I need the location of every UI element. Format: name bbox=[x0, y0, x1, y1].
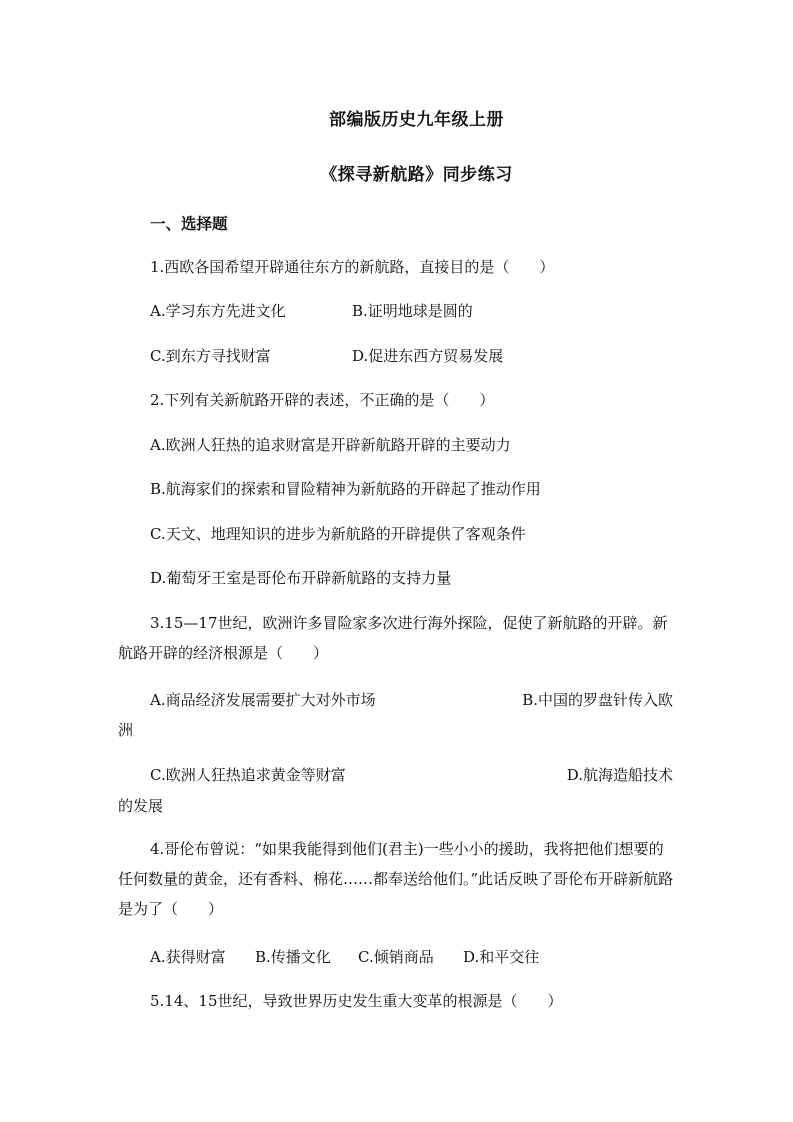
question-1-option-c: C.到东方寻找财富 bbox=[150, 347, 271, 365]
question-3-option-c: C.欧洲人狂热追求黄金等财富 bbox=[150, 766, 346, 784]
question-3-stem: 3.15—17世纪，欧洲许多冒险家多次进行海外探险，促使了新航路的开辟。新航路开辟的经济根源是（ ） bbox=[118, 614, 668, 662]
question-2-option-d: D.葡萄牙王室是哥伦布开辟新航路的支持力量 bbox=[150, 569, 452, 587]
question-3-options-row-2 bbox=[150, 765, 673, 785]
question-4-option-c: C.倾销商品 bbox=[358, 948, 434, 966]
question-3-option-b-cont: 洲 bbox=[118, 721, 134, 739]
question-4-stem: 4.哥伦布曾说：“如果我能得到他们(君主)一些小小的援助，我将把他们想要的任何数量的黄金，还有香料、棉花……都奉送给他们。”此话反映了哥伦布开辟新航路是为了（ ） bbox=[118, 840, 674, 918]
question-4-option-d: D.和平交往 bbox=[463, 948, 540, 966]
question-2-option-a: A.欧洲人狂热的追求财富是开辟新航路开辟的主要动力 bbox=[150, 436, 511, 454]
question-3-option-b: B.中国的罗盘针传入欧 bbox=[522, 691, 673, 709]
question-3-options-row-1 bbox=[150, 690, 673, 710]
document-title: 部编版历史九年级上册 bbox=[329, 110, 504, 130]
question-4-option-a: A.获得财富 bbox=[150, 948, 226, 966]
question-4-option-b: B.传播文化 bbox=[255, 948, 331, 966]
question-1-stem: 1.西欧各国希望开辟通往东方的新航路，直接目的是（ ） bbox=[150, 258, 555, 276]
question-3-option-d: D.航海造船技术 bbox=[566, 766, 673, 784]
question-1-option-a: A.学习东方先进文化 bbox=[150, 302, 286, 320]
question-3-option-d-cont: 的发展 bbox=[118, 797, 164, 815]
question-2-option-c: C.天文、地理知识的进步为新航路的开辟提供了客观条件 bbox=[150, 525, 526, 543]
question-1-option-d: D.促进东西方贸易发展 bbox=[352, 347, 504, 365]
question-5-stem: 5.14、15世纪，导致世界历史发生重大变革的根源是（ ） bbox=[150, 992, 563, 1010]
question-3-option-a: A.商品经济发展需要扩大对外市场 bbox=[150, 691, 376, 709]
question-2-option-b: B.航海家们的探索和冒险精神为新航路的开辟起了推动作用 bbox=[150, 480, 541, 498]
section-heading: 一、选择题 bbox=[150, 214, 228, 233]
document-subtitle: 《探寻新航路》同步练习 bbox=[320, 165, 513, 185]
question-2-stem: 2.下列有关新航路开辟的表述，不正确的是（ ） bbox=[150, 391, 495, 409]
question-1-option-b: B.证明地球是圆的 bbox=[352, 302, 473, 320]
